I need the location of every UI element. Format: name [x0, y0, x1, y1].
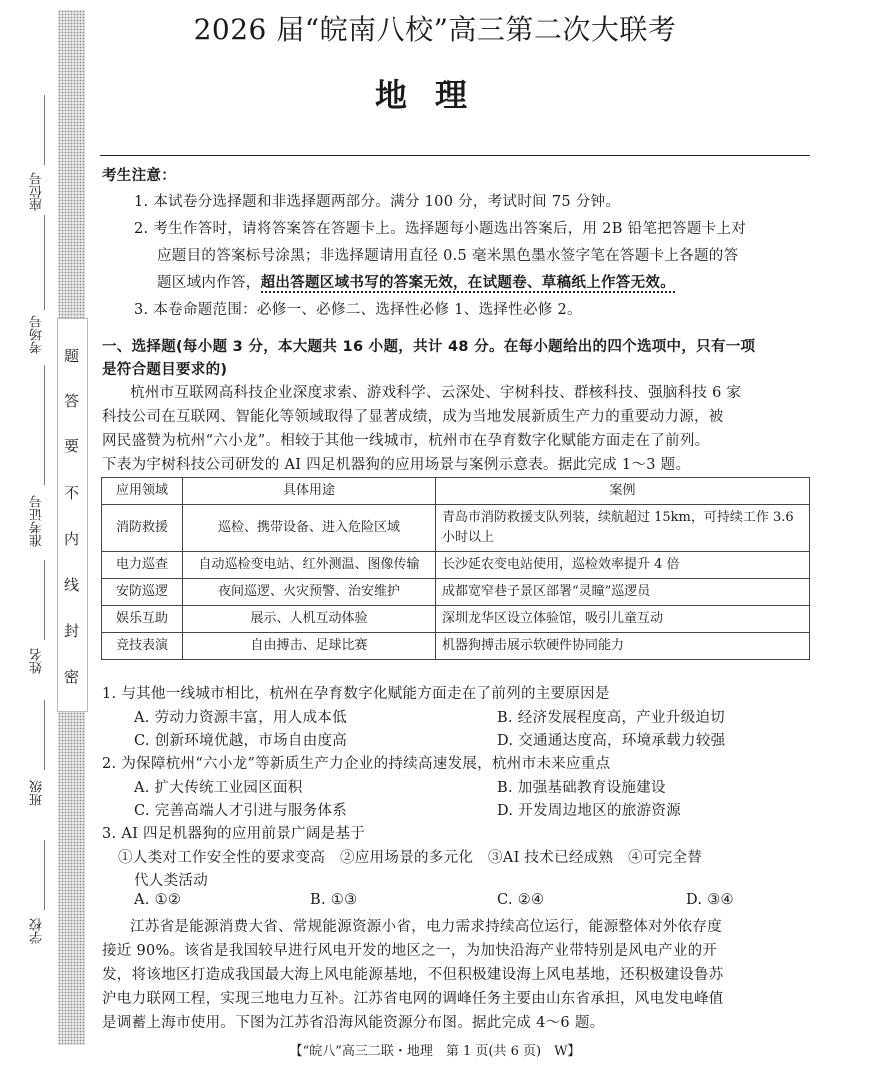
- option: A. 扩大传统工业园区面积: [134, 780, 303, 796]
- notice-line: 2. 考生作答时，请将答案答在答题卡上。选择题每小题选出答案后，用 2B 铅笔把答题卡上对: [134, 221, 747, 237]
- table-cell: 深圳龙华区设立体验馆，吸引儿童互动: [436, 606, 810, 633]
- passage-line: 下表为宇树科技公司研发的 AI 四足机器狗的应用场景与案例示意表。据此完成 1～3 题。: [102, 457, 691, 473]
- exam-no-line: [44, 365, 45, 485]
- school-line: [44, 840, 45, 910]
- table-row: [102, 579, 810, 606]
- name-line: [44, 560, 45, 640]
- table-cell: 娱乐互助: [102, 606, 183, 633]
- table-header-row: [102, 478, 810, 505]
- option: A. 劳动力资源丰富，用人成本低: [134, 710, 347, 726]
- table-cell: 巡检、携带设备、进入危险区域: [183, 505, 436, 552]
- option: C. 完善高端人才引进与服务体系: [134, 803, 348, 819]
- table-cell: 长沙延农变电站使用，巡检效率提升 4 倍: [436, 552, 810, 579]
- notice-line: 1. 本试卷分选择题和非选择题两部分。满分 100 分，考试时间 75 分钟。: [134, 194, 621, 210]
- option: C. ②④: [497, 892, 545, 908]
- table-row: [102, 633, 810, 660]
- table-cell: 消防救援: [102, 505, 183, 552]
- table-header: 应用领域: [102, 478, 183, 505]
- section-heading: 一、选择题(每小题 3 分，本大题共 16 小题，共计 48 分。在每小题给出的四个选项中，只有一项: [102, 339, 756, 355]
- option: D. ③④: [686, 892, 734, 908]
- passage-line: 接近 90%。该省是我国较早进行风电开发的地区之一，为加快沿海产业带特别是风电产业的开: [102, 943, 718, 959]
- room-line: [44, 215, 45, 310]
- notice-line: 3. 本卷命题范围：必修一、必修二、选择性必修 1、选择性必修 2。: [134, 302, 582, 318]
- seal-char: 要: [63, 437, 79, 455]
- passage-line: 是调蓄上海市使用。下图为江苏省沿海风能资源分布图。据此完成 4～6 题。: [102, 1015, 605, 1031]
- table-header: 具体用途: [183, 478, 436, 505]
- notice-heading: 考生注意：: [102, 168, 176, 184]
- room-label: 考场号: [30, 315, 45, 354]
- exam-title: 2026 届“皖南八校”高三第二次大联考: [193, 13, 677, 46]
- passage-line: 沪电力联网工程，实现三地电力互补。江苏省电网的调峰任务主要由山东省承担，风电发电峰值: [102, 991, 724, 1007]
- school-label: 学校: [30, 918, 45, 944]
- seal-char: 内: [63, 530, 79, 548]
- exam-no-label: 准考证号: [30, 495, 45, 547]
- question-stem: 3. AI 四足机器狗的应用前景广阔是基于: [102, 826, 366, 842]
- passage-line: 发，将该地区打造成我国最大海上风电能源基地，不但积极建设海上风电基地，还积极建设鲁苏: [102, 967, 724, 983]
- class-line: [44, 700, 45, 770]
- table-row: [102, 505, 810, 552]
- table-cell: 成都宽窄巷子景区部署“灵瞳”巡逻员: [436, 579, 810, 606]
- option: B. 经济发展程度高，产业升级迫切: [497, 710, 725, 726]
- application-table: [101, 477, 810, 660]
- option: D. 开发周边地区的旅游资源: [497, 803, 682, 819]
- passage-line: 杭州市互联网高科技企业深度求索、游戏科学、云深处、宇树科技、群核科技、强脑科技 6 家: [130, 385, 742, 401]
- table-cell: 展示、人机互动体验: [183, 606, 436, 633]
- notice-line: 应题目的答案标号涂黑；非选择题请用直径 0.5 毫米黑色墨水签字笔在答题卡上各题的答: [157, 248, 739, 264]
- table-cell: 电力巡查: [102, 552, 183, 579]
- notice-text: 题区域内作答，: [157, 275, 261, 291]
- seal-line-box: [57, 318, 88, 712]
- page-footer: 【“皖八”高三二联・地理 第 1 页(共 6 页) W】: [289, 1044, 581, 1059]
- table-row: [102, 606, 810, 633]
- option: D. 交通通达度高，环境承载力较强: [497, 733, 726, 749]
- statement-line: 代人类活动: [134, 873, 208, 889]
- option: B. ①③: [310, 892, 358, 908]
- name-label: 姓名: [30, 648, 45, 674]
- question-stem: 1. 与其他一线城市相比，杭州在孕育数字化赋能方面走在了前列的主要原因是: [102, 686, 610, 702]
- seal-char: 密: [63, 668, 79, 686]
- table-cell: 夜间巡逻、火灾预警、治安维护: [183, 579, 436, 606]
- passage-line: 科技公司在互联网、智能化等领域取得了显著成绩，成为当地发展新质生产力的重要动力源，被: [102, 409, 724, 425]
- seat-label: 座位号: [30, 172, 45, 211]
- table-cell: 机器狗搏击展示软硬件协同能力: [436, 633, 810, 660]
- table-cell: 自动巡检变电站、红外测温、图像传输: [183, 552, 436, 579]
- passage-line: 江苏省是能源消费大省、常规能源资源小省，电力需求持续高位运行，能源整体对外依存度: [130, 919, 722, 935]
- table-row: [102, 552, 810, 579]
- passage-line: 网民盛赞为杭州“六小龙”。相较于其他一线城市，杭州市在孕育数字化赋能方面走在了前列。: [102, 433, 710, 449]
- seal-char: 题: [63, 347, 79, 365]
- seal-char: 封: [63, 622, 79, 640]
- notice-emphasis: 超出答题区域书写的答案无效，在试题卷、草稿纸上作答无效。: [260, 275, 676, 291]
- seal-char: 答: [63, 392, 79, 410]
- divider: [100, 155, 810, 156]
- question-stem: 2. 为保障杭州“六小龙”等新质生产力企业的持续高速发展，杭州市未来应重点: [102, 756, 611, 772]
- subject-title: 地理: [374, 76, 495, 114]
- table-cell: 竞技表演: [102, 633, 183, 660]
- option: C. 创新环境优越，市场自由度高: [134, 733, 348, 749]
- section-heading-cont: 是符合题目要求的): [102, 362, 228, 378]
- seal-char: 线: [63, 576, 79, 594]
- seal-char: 不: [63, 484, 79, 502]
- table-cell: 青岛市消防救援支队列装，续航超过 15km，可持续工作 3.6 小时以上: [436, 505, 810, 552]
- table-cell: 安防巡逻: [102, 579, 183, 606]
- option: B. 加强基础教育设施建设: [497, 780, 666, 796]
- statement-line: ①人类对工作安全性的要求变高 ②应用场景的多元化 ③AI 技术已经成熟 ④可完全替: [118, 850, 703, 866]
- table-cell: 自由搏击、足球比赛: [183, 633, 436, 660]
- notice-line: [157, 271, 675, 292]
- option: A. ①②: [134, 892, 182, 908]
- class-label: 班级: [30, 780, 45, 806]
- table-header: 案例: [436, 478, 810, 505]
